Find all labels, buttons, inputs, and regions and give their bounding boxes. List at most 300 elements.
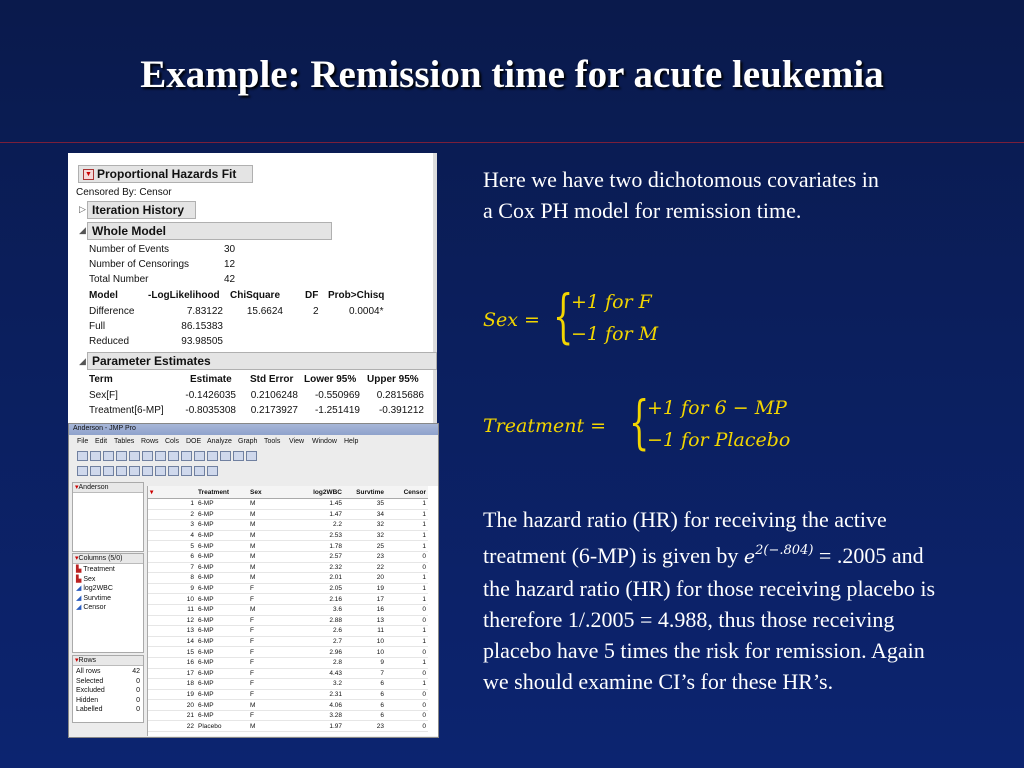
row-number[interactable]: 16 [148,657,196,668]
table-cell: 1.97 [302,721,344,732]
table-cell: 0 [386,551,428,562]
table-cell: 0 [386,700,428,711]
jmp-data-window [68,423,439,738]
table-cell: 2.88 [302,615,344,626]
table-cell: 2.96 [302,647,344,658]
row-number[interactable]: 19 [148,689,196,700]
table-cell: 6-MP [196,509,248,520]
row-selector-corner[interactable] [148,486,196,499]
table-cell: 3.28 [302,710,344,721]
row-state-label: Hidden [76,696,99,704]
table-cell: 6-MP [196,636,248,647]
row-number[interactable]: 2 [148,509,196,520]
column-name: Survtime [83,594,111,602]
menu-item-cols[interactable]: Cols [165,438,180,445]
table-cell: 2.8 [302,657,344,668]
table-cell: 2.6 [302,626,344,637]
whole-model-header[interactable]: Whole Model [87,222,332,240]
table-panel [72,482,144,552]
red-triangle-menu-icon[interactable]: ▾ [75,657,79,664]
title-divider [0,142,1024,143]
column-header[interactable]: log2WBC [302,486,344,499]
table-cell: 19 [344,583,386,594]
param-col-header: Lower 95% [304,374,357,385]
row-state [76,677,140,687]
table-cell: 6 [344,689,386,700]
model-value: 86.15383 [181,321,223,332]
table-cell: 1.78 [302,541,344,552]
continuous-column-icon: ◢ [76,604,82,611]
table-cell: F [248,626,302,637]
table-panel-header[interactable] [73,483,143,493]
toolbar-button-icon[interactable] [220,451,231,461]
table-cell: 23 [344,721,386,732]
param-value: -1.251419 [314,405,360,416]
model-col-header: Model [89,290,118,301]
table-cell: F [248,615,302,626]
slide-title: Example: Remission time for acute leukemia [140,53,884,96]
table-row[interactable] [148,594,428,605]
table-cell: 6-MP [196,594,248,605]
menu-item-tools[interactable]: Tools [264,438,281,445]
table-cell: 1 [386,636,428,647]
table-cell: 6-MP [196,562,248,573]
table-cell: 0 [386,562,428,573]
row-state-value: 0 [136,687,140,695]
table-row[interactable] [148,647,428,658]
model-col-header: ChiSquare [230,290,281,301]
table-cell: 2.7 [302,636,344,647]
table-cell: 35 [344,499,386,510]
rows-panel-header[interactable] [73,656,143,666]
toolbar-button-icon[interactable] [142,466,153,476]
table-row[interactable] [148,520,428,531]
table-row[interactable] [148,562,428,573]
row-number[interactable]: 9 [148,583,196,594]
menu-item-view[interactable]: View [289,438,305,445]
column-header[interactable]: Treatment [196,486,248,499]
model-row-label: Difference [89,306,135,317]
table-cell: M [248,530,302,541]
row-number[interactable]: 6 [148,551,196,562]
red-triangle-menu-icon[interactable]: ▾ [150,489,154,496]
table-cell: M [248,541,302,552]
table-cell: 0 [386,668,428,679]
table-row[interactable] [148,626,428,637]
table-cell: 6-MP [196,573,248,584]
row-number[interactable]: 17 [148,668,196,679]
param-value: 0.2815686 [376,390,424,401]
table-cell: 6-MP [196,530,248,541]
column-item[interactable] [76,584,140,594]
row-number[interactable]: 7 [148,562,196,573]
model-col-header: Prob>Chisq [328,290,385,301]
row-state-label: Excluded [76,687,105,695]
row-state-value: 0 [136,696,140,704]
row-number[interactable]: 22 [148,721,196,732]
row-number[interactable]: 14 [148,636,196,647]
toolbar-button-icon[interactable] [233,451,244,461]
table-cell: 2.32 [302,562,344,573]
param-term: Treatment[6-MP] [89,405,164,416]
table-cell: 1 [386,509,428,520]
table-cell: 11 [344,626,386,637]
table-cell: F [248,647,302,658]
model-value: 0.0004* [349,306,384,317]
toolbar-button-icon[interactable] [194,451,205,461]
toolbar-button-icon[interactable] [207,466,218,476]
table-cell: 23 [344,551,386,562]
data-table [148,486,428,732]
menu-item-doe[interactable]: DOE [186,438,202,445]
table-cell: 2.05 [302,583,344,594]
toolbar-row-2 [77,466,218,476]
toolbar-button-icon[interactable] [103,466,114,476]
column-item[interactable] [76,603,140,613]
row-state-value: 0 [136,677,140,685]
model-col-header: DF [305,290,319,301]
treatment-lhs: Treatment = [483,415,607,437]
table-cell: M [248,562,302,573]
toolbar-button-icon[interactable] [155,466,166,476]
model-value: 2 [313,306,319,317]
table-row[interactable] [148,710,428,721]
table-cell: 1.45 [302,499,344,510]
table-cell: 6-MP [196,710,248,721]
rows-header: Rows [78,657,97,664]
param-term: Sex[F] [89,390,118,401]
row-number[interactable]: 8 [148,573,196,584]
disclosure-closed-icon[interactable]: ▷ [79,204,86,214]
table-cell: 4.43 [302,668,344,679]
table-cell: M [248,573,302,584]
table-cell: 1 [386,679,428,690]
toolbar-button-icon[interactable] [194,466,205,476]
toolbar-button-icon[interactable] [168,451,179,461]
table-cell: F [248,710,302,721]
row-number[interactable]: 21 [148,710,196,721]
table-row[interactable] [148,530,428,541]
table-cell: 7 [344,668,386,679]
table-cell: F [248,689,302,700]
row-number[interactable]: 10 [148,594,196,605]
menu-item-graph[interactable]: Graph [238,438,258,445]
table-cell: 6-MP [196,689,248,700]
toolbar-button-icon[interactable] [181,466,192,476]
parameter-estimates-header[interactable]: Parameter Estimates [87,352,437,370]
table-cell: 0 [386,710,428,721]
model-value: 7.83122 [186,306,223,317]
red-triangle-menu-icon[interactable]: ▾ [75,484,79,491]
table-cell: M [248,509,302,520]
red-triangle-menu-icon[interactable]: ▼ [83,169,94,180]
param-value: -0.550969 [314,390,360,401]
iteration-history-header[interactable]: Iteration History [87,201,196,219]
table-cell: 20 [344,573,386,584]
toolbar-button-icon[interactable] [129,451,140,461]
table-cell: 0 [386,604,428,615]
param-value: 0.2106248 [250,390,298,401]
menu-item-file[interactable]: File [77,438,89,445]
table-cell: 6-MP [196,583,248,594]
menu-item-tables[interactable]: Tables [114,438,135,445]
table-row[interactable] [148,636,428,647]
row-state-label: Selected [76,677,104,685]
rows-panel [72,655,144,723]
table-cell: 3.2 [302,679,344,690]
window-titlebar[interactable] [69,424,438,435]
table-cell: 6-MP [196,668,248,679]
table-row[interactable] [148,604,428,615]
model-value: 93.98505 [181,336,223,347]
toolbar-button-icon[interactable] [155,451,166,461]
red-triangle-menu-icon[interactable]: ▾ [75,555,79,562]
row-state-value: 42 [132,668,140,675]
model-row-label: Reduced [89,336,130,347]
toolbar-button-icon[interactable] [246,451,257,461]
table-cell: Placebo [196,721,248,732]
table-cell: 10 [344,647,386,658]
table-cell: 2.16 [302,594,344,605]
table-cell: 6-MP [196,551,248,562]
table-cell: 1.47 [302,509,344,520]
table-cell: F [248,679,302,690]
table-cell: 1 [386,530,428,541]
table-cell: 0 [386,615,428,626]
toolbar-button-icon[interactable] [142,451,153,461]
censored-by-label: Censored By: Censor [76,187,172,198]
menu-item-edit[interactable]: Edit [95,438,108,445]
table-cell: 17 [344,594,386,605]
table-cell: 1 [386,499,428,510]
menu-item-analyze[interactable]: Analyze [207,438,232,445]
toolbar-row-1 [77,451,257,461]
table-cell: 2.57 [302,551,344,562]
brace-icon: { [553,282,574,350]
continuous-column-icon: ◢ [76,594,82,602]
table-row[interactable] [148,509,428,520]
toolbar-button-icon[interactable] [103,451,114,461]
column-item[interactable] [76,575,140,585]
row-state-label: All rows [76,668,101,675]
sex-case-2: −1 for M [571,323,659,345]
table-row[interactable] [148,499,428,510]
ph-header[interactable] [78,165,253,183]
treatment-case-2: −1 for Placebo [647,429,791,451]
table-cell: F [248,657,302,668]
table-row[interactable] [148,668,428,679]
row-number[interactable]: 12 [148,615,196,626]
toolbar-button-icon[interactable] [116,466,127,476]
toolbar-button-icon[interactable] [181,451,192,461]
table-row[interactable] [148,721,428,732]
table-cell: M [248,520,302,531]
param-col-header: Term [89,374,113,385]
count-label: Total Number [89,274,149,285]
table-cell: 1 [386,657,428,668]
table-cell: 0 [386,721,428,732]
data-grid [147,486,438,736]
toolbar-button-icon[interactable] [77,451,88,461]
param-col-header: Std Error [250,374,294,385]
table-cell: 2.2 [302,520,344,531]
row-number[interactable]: 1 [148,499,196,510]
menu-item-window[interactable]: Window [312,438,337,445]
treatment-case-1: +1 for 6 − MP [647,397,787,419]
table-cell: 34 [344,509,386,520]
table-cell: 22 [344,562,386,573]
column-name: log2WBC [83,585,113,592]
hr-base: e [743,546,756,568]
toolbar-button-icon[interactable] [77,466,88,476]
row-state [76,696,140,706]
column-name: Censor [83,604,106,611]
treatment-definition [483,388,843,467]
table-cell: 3.6 [302,604,344,615]
window-title: Anderson - JMP Pro [73,425,136,432]
column-name: Treatment [83,566,115,573]
table-cell: 6 [344,710,386,721]
table-cell: 1 [386,626,428,637]
column-item[interactable] [76,594,140,604]
column-header[interactable]: Censor [386,486,428,499]
table-cell: 6-MP [196,520,248,531]
nominal-column-icon: ▙ [76,566,82,573]
model-col-header: -LogLikelihood [148,290,220,301]
row-number[interactable]: 5 [148,541,196,552]
table-cell: 6-MP [196,541,248,552]
table-cell: 6-MP [196,700,248,711]
table-row[interactable] [148,573,428,584]
table-cell: 6 [344,700,386,711]
brace-icon: { [629,388,650,456]
count-label: Number of Events [89,244,170,255]
sex-case-1: +1 for F [571,291,652,313]
row-number[interactable]: 4 [148,530,196,541]
table-cell: M [248,604,302,615]
columns-panel-header[interactable] [73,554,143,564]
count-value: 30 [224,244,236,255]
table-cell: 6-MP [196,499,248,510]
table-row[interactable] [148,551,428,562]
row-state [76,705,140,715]
row-state [76,667,140,677]
table-row[interactable] [148,657,428,668]
hazard-ratio-text [483,504,938,697]
column-name: Sex [83,575,96,583]
toolbar-button-icon[interactable] [168,466,179,476]
row-number[interactable]: 18 [148,679,196,690]
table-cell: 2.01 [302,573,344,584]
table-row[interactable] [148,679,428,690]
columns-panel [72,553,144,653]
toolbar-button-icon[interactable] [90,451,101,461]
menu-item-rows[interactable]: Rows [141,438,159,445]
disclosure-open-icon[interactable]: ◢ [79,225,86,235]
table-row[interactable] [148,541,428,552]
count-value: 42 [224,274,236,285]
toolbar-button-icon[interactable] [129,466,140,476]
table-cell: 1 [386,573,428,584]
table-cell: 25 [344,541,386,552]
param-value: -0.391212 [378,405,424,416]
count-label: Number of Censorings [89,259,190,270]
table-cell: 16 [344,604,386,615]
table-cell: F [248,636,302,647]
nominal-column-icon: ▙ [76,575,82,583]
table-cell: M [248,551,302,562]
row-number[interactable]: 20 [148,700,196,711]
ph-header-label: Proportional Hazards Fit [97,167,237,181]
row-number[interactable]: 11 [148,604,196,615]
table-cell: 0 [386,689,428,700]
disclosure-open-icon[interactable]: ◢ [79,356,86,366]
table-cell: F [248,668,302,679]
toolbar-button-icon[interactable] [90,466,101,476]
row-number[interactable]: 15 [148,647,196,658]
scrollbar[interactable] [433,153,437,423]
intro-text: Here we have two dichotomous covariates in a Cox PH model for remission time. [483,167,879,223]
sex-definition [483,282,723,361]
row-number[interactable]: 13 [148,626,196,637]
table-cell: M [248,499,302,510]
table-name: Anderson [78,484,109,491]
column-header[interactable]: Sex [248,486,302,499]
table-row[interactable] [148,583,428,594]
hr-exponent: 2(−.804) [755,543,814,558]
table-cell: 0 [386,647,428,658]
table-cell: 6 [344,679,386,690]
row-state-value: 0 [136,706,140,714]
table-cell: 6-MP [196,626,248,637]
param-col-header: Estimate [190,374,232,385]
table-cell: 2.53 [302,530,344,541]
row-state [76,686,140,696]
param-value: -0.1426035 [185,390,236,401]
table-row[interactable] [148,689,428,700]
table-cell: 6-MP [196,657,248,668]
menu-item-help[interactable]: Help [344,438,359,445]
table-cell: 10 [344,636,386,647]
toolbar-button-icon[interactable] [116,451,127,461]
table-cell: 2.31 [302,689,344,700]
table-row[interactable] [148,615,428,626]
table-cell: 1 [386,520,428,531]
table-cell: 1 [386,541,428,552]
hr-part-1: The hazard ratio (HR) for receiving the active treatment (6-MP) is given by [483,507,887,568]
column-item[interactable] [76,565,140,575]
table-cell: F [248,583,302,594]
table-cell: 32 [344,530,386,541]
table-cell: 6-MP [196,604,248,615]
table-cell: M [248,700,302,711]
param-col-header: Upper 95% [367,374,419,385]
table-cell: 1 [386,583,428,594]
count-value: 12 [224,259,236,270]
toolbar-button-icon[interactable] [207,451,218,461]
table-cell: 32 [344,520,386,531]
table-cell: 13 [344,615,386,626]
grid-header-row [148,486,428,499]
table-cell: 4.06 [302,700,344,711]
hr-part-2: = .2005 and the hazard ratio (HR) for those receiving placebo is therefore 1/.2005 = 4.988, thus those receiving placebo have 5 times the risk for remission. Again we should examine CI’s for these HR’s. [483,543,936,694]
column-header[interactable]: Survtime [344,486,386,499]
param-value: -0.8035308 [185,405,236,416]
row-number[interactable]: 3 [148,520,196,531]
table-cell: 6-MP [196,647,248,658]
table-row[interactable] [148,700,428,711]
proportional-hazards-panel [68,153,437,423]
